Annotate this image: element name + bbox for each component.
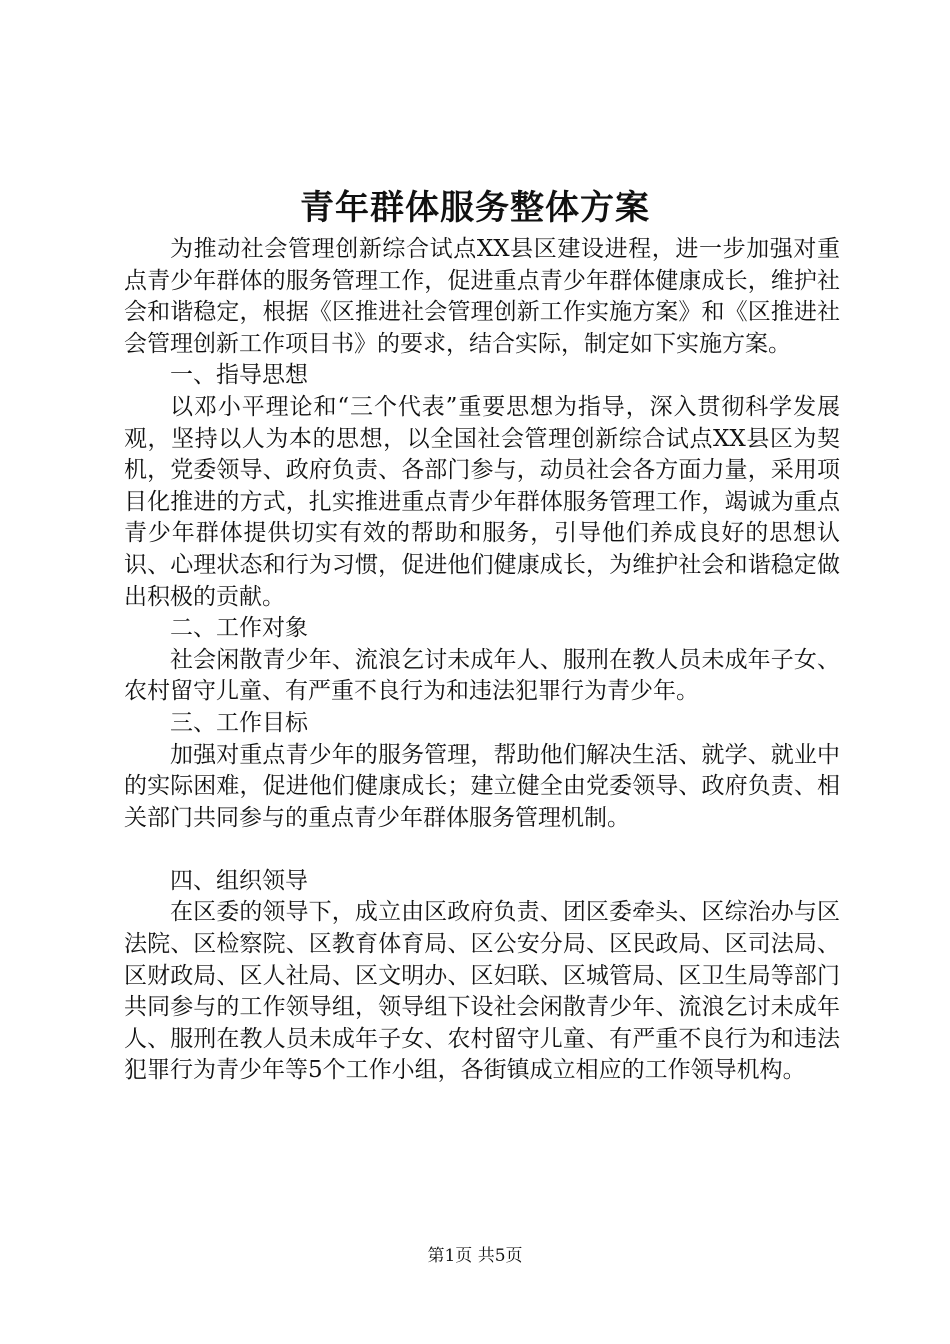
document-body	[124, 234, 840, 1087]
section-heading-work-goals: 三、工作目标	[170, 709, 308, 736]
intro-paragraph: 为推动社会管理创新综合试点XX县区建设进程，进一步加强对重点青少年群体的服务管理工作，促进重点青少年群体健康成长，维护社会和谐稳定，根据《区推进社会管理创新工作实施方案》和《区推进社会管理创新工作项目书》的要求，结合实际，制定如下实施方案。	[124, 236, 840, 357]
section-heading-work-targets: 二、工作对象	[170, 615, 308, 642]
section-heading-guiding-ideology: 一、指导思想	[170, 362, 308, 389]
page-number-footer: 第1页 共5页	[427, 1246, 523, 1266]
section-paragraph-guiding-ideology: 以邓小平理论和“三个代表”重要思想为指导，深入贯彻科学发展观，坚持以人为本的思想，以全国社会管理创新综合试点XX县区为契机，党委领导、政府负责、各部门参与，动员社会各方面力量，采用项目化推进的方式，扎实推进重点青少年群体服务管理工作，竭诚为重点青少年群体提供切实有效的帮助和服务，引导他们养成良好的思想认识、心理状态和行为习惯，促进他们健康成长，为维护社会和谐稳定做出积极的贡献。	[124, 393, 840, 610]
blank-line	[124, 834, 840, 866]
section-paragraph-work-targets: 社会闲散青少年、流浪乞讨未成年人、服刑在教人员未成年子女、农村留守儿童、有严重不良行为和违法犯罪行为青少年。	[124, 646, 840, 705]
document-title: 青年群体服务整体方案	[300, 188, 650, 228]
section-paragraph-organization: 在区委的领导下，成立由区政府负责、团区委牵头、区综治办与区法院、区检察院、区教育体育局、区公安分局、区民政局、区司法局、区财政局、区人社局、区文明办、区妇联、区城管局、区卫生局等部门共同参与的工作领导组，领导组下设社会闲散青少年、流浪乞讨未成年人、服刑在教人员未成年子女、农村留守儿童、有严重不良行为和违法犯罪行为青少年等5个工作小组，各街镇成立相应的工作领导机构。	[124, 899, 840, 1084]
section-paragraph-work-goals: 加强对重点青少年的服务管理，帮助他们解决生活、就学、就业中的实际困难，促进他们健康成长；建立健全由党委领导、政府负责、相关部门共同参与的重点青少年群体服务管理机制。	[124, 741, 840, 831]
section-heading-organization: 四、组织领导	[170, 867, 308, 894]
